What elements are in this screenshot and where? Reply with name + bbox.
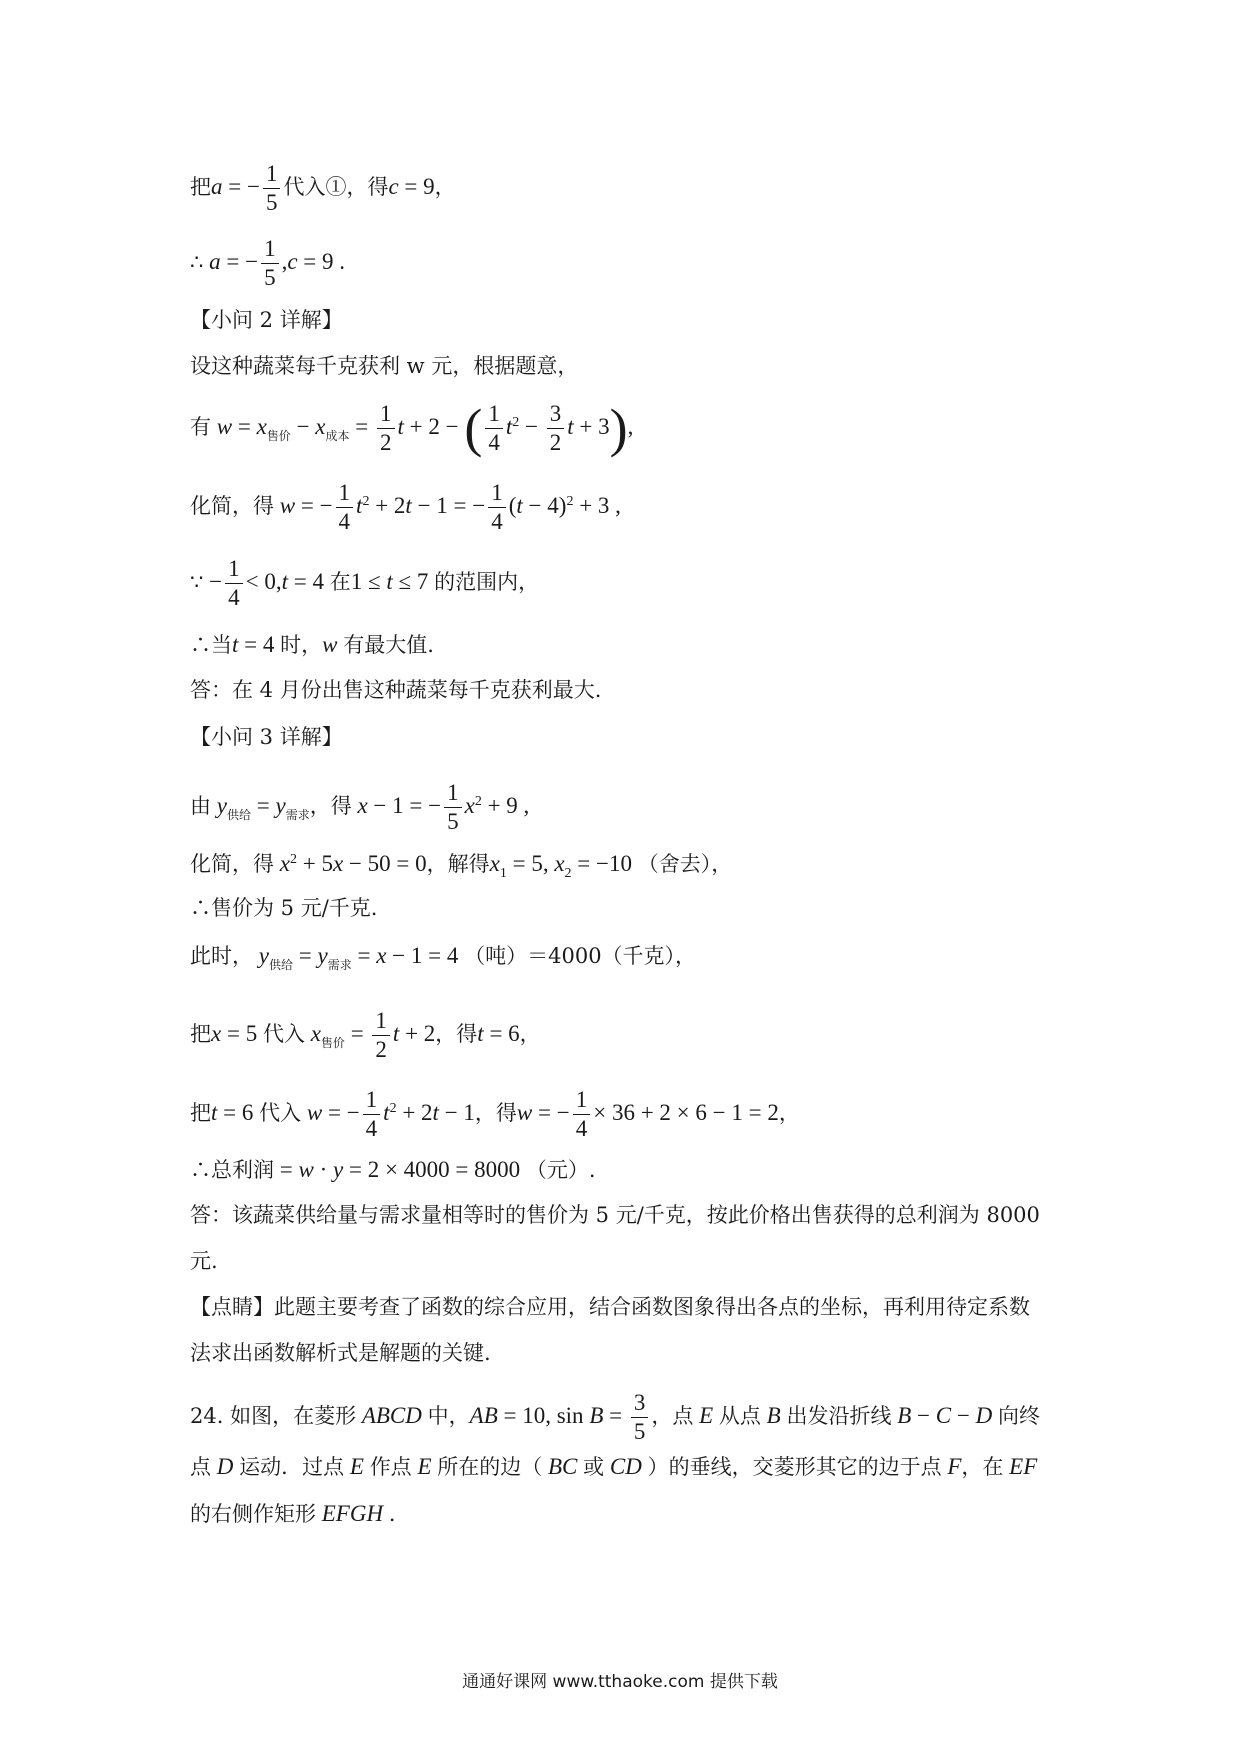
text-line: ∵ − $\frac{1}{4}$ < 0,t = 4 在1 ≤ t ≤ 7 的范围内， bbox=[190, 556, 540, 611]
text-line: 答：在 4 月份出售这种蔬菜每千克获利最大. bbox=[190, 678, 602, 702]
text-line: 法求出函数解析式是解题的关键. bbox=[190, 1341, 491, 1365]
text-line: 设这种蔬菜每千克获利 w 元，根据题意， bbox=[190, 354, 579, 378]
text-line: 有 $w = x_{售价} - x_{成本}$ = $\frac{1}{2}$ t + 2 − ( $\frac{1}{4}$ $t^2$ − $\frac{3}{2}$ t + 3), bbox=[190, 398, 634, 459]
text-line: ∴售价为 5 元/千克. bbox=[190, 896, 378, 920]
text-line: 元. bbox=[190, 1249, 218, 1273]
text-line: 化简，得 w = − $\frac{1}{4}$ $t^2 + 2t - 1$ = − $\frac{1}{4}$ $(t - 4)^2 + 3$ , bbox=[190, 480, 621, 535]
problem-24-line: 24. 如图，在菱形 ABCD 中，AB = 10, sin B = $\frac{3}{5}$ ，点 E 从点 B 出发沿折线 B − C − D 向终 bbox=[190, 1390, 1040, 1445]
text-line: ∴ a = − $\frac{1}{5}$ ,c = 9 . bbox=[190, 236, 346, 291]
text-line: 由 $y_{供给} = y_{需求}$，得 x − 1 = − $\frac{1}{5}$ $x^2 + 9$ , bbox=[190, 780, 530, 835]
text-line: 【点睛】此题主要考查了函数的综合应用，结合函数图象得出各点的坐标，再利用待定系数 bbox=[190, 1295, 1030, 1319]
text-line: 把a = − $\frac{1}{5}$ 代入①，得c = 9， bbox=[190, 161, 456, 216]
section-heading: 【小问 3 详解】 bbox=[190, 725, 343, 749]
problem-24-line: 点 D 运动．过点 E 作点 E 所在的边（ BC 或 CD ）的垂线，交菱形其它的边于点 F，在 EF bbox=[190, 1454, 1038, 1479]
text-line: 此时， $y_{供给} = y_{需求} = x - 1 = 4$ （吨）＝4000（千克）， bbox=[190, 943, 697, 972]
text-line: 答：该蔬菜供给量与需求量相等时的售价为 5 元/千克，按此价格出售获得的总利润为 8000 bbox=[190, 1203, 1040, 1227]
problem-24-line: 的右侧作矩形 EFGH ． bbox=[190, 1501, 410, 1526]
text-line: 化简，得 $x^2 + 5x - 50 = 0$，解得$x_1 = 5$, $x_2 = -10$ （舍去）， bbox=[190, 851, 733, 881]
text-line: ∴总利润 = w · y = 2 × 4000 = 8000 （元）. bbox=[190, 1157, 596, 1182]
text-line: 把t = 6 代入 w = − $\frac{1}{4}$ $t^2 + 2t - 1$，得w = − $\frac{1}{4}$ × 36 + 2 × 6 − 1 = 2， bbox=[190, 1087, 800, 1142]
text-line: 把x = 5 代入 $x_{售价}$ = $\frac{1}{2}$ t + 2，得t = 6， bbox=[190, 1008, 541, 1063]
page-footer: 通通好课网 www.tthaoke.com 提供下载 bbox=[462, 1672, 778, 1692]
section-heading: 【小问 2 详解】 bbox=[190, 308, 343, 332]
text-line: ∴当t = 4 时，w 有最大值. bbox=[190, 632, 434, 657]
